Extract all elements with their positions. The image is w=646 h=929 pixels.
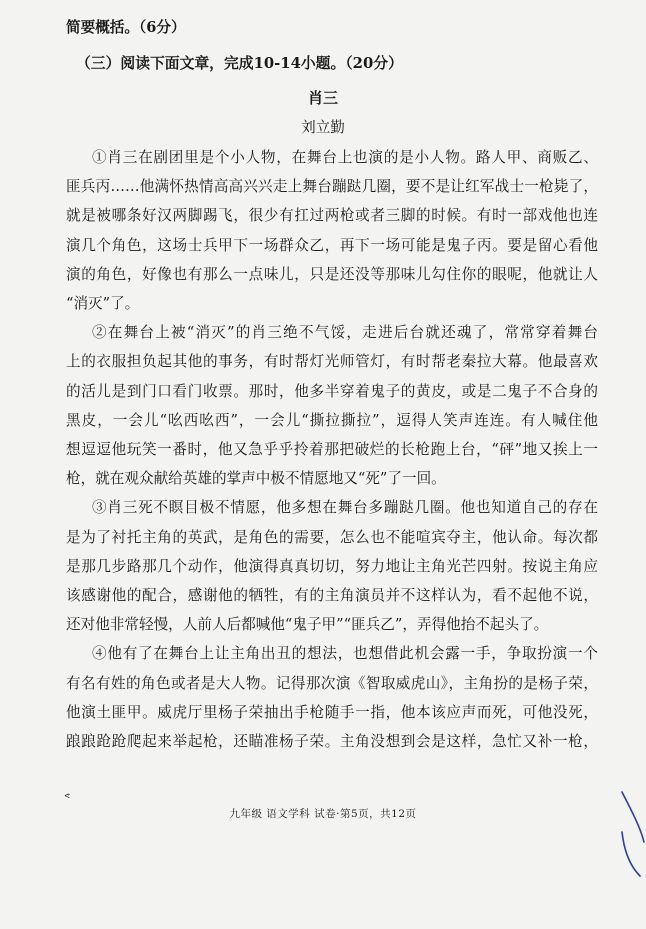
article-line: 踉踉跄跄爬起来举起枪，还瞄准杨子荣。主角没想到会是这样，急忙又补一枪， [66,733,598,750]
article-line: ①肖三在剧团里是个小人物，在舞台上也演的是小人物。路人甲、商贩乙、 [92,149,598,166]
article-line: 是为了衬托主角的英武，是角色的需要，怎么也不能喧宾夺主，他认命。每次都 [66,528,598,546]
article-line: 想逗逗他玩笑一番时，他又急乎乎拎着那把破烂的长枪跑上台，“砰”地又挨上一 [66,441,598,458]
article-line: 演的角色，好像也有那么一点味儿，只是还没等那味儿勾住你的眼呢，他就让人 [66,265,598,283]
previous-question-tail: 简要概括。（6分） [66,19,186,36]
article-author: 刘立勤 [301,119,345,136]
article-line: ④他有了在舞台上让主角出丑的想法，也想借此机会露一手，争取扮演一个 [92,645,598,663]
article-line: “消灭”了。 [66,295,140,312]
article-line: 枪，就在观众献给英雄的掌声中极不情愿地又“死”了一回。 [66,470,446,488]
article-line: ②在舞台上被“消灭”的肖三绝不气馁，走进后台就还魂了，常常穿着舞台 [92,324,598,342]
article-line: ③肖三死不瞑目极不情愿，他多想在舞台多蹦跶几圈。他也知道自己的存在 [92,499,598,517]
article-line: 的活儿是到门口看门收票。那时，他多半穿着鬼子的黄皮，或是二鬼子不合身的 [66,382,598,400]
article-title: 肖三 [307,89,338,107]
article-line: 有名有姓的角色或者是大人物。记得那次演《智取威虎山》，主角扮的是杨子荣， [66,674,598,692]
article-line: 上的衣服担负起其他的事务，有时帮灯光师管灯，有时帮老秦拉大幕。他最喜欢 [66,353,598,371]
section-heading: （三）阅读下面文章，完成10-14小题。（20分） [76,55,403,72]
margin-mark: ᕝ [64,791,71,805]
article-line: 还对他非常轻慢，人前人后都喊他“鬼子甲”“匪兵乙”，弄得他抬不起头了。 [66,616,549,634]
article-line: 他演土匪甲。威虎厅里杨子荣抽出手枪随手一指，他本该应声而死，可他没死， [66,703,598,721]
article-line: 就是被哪条好汉两脚踢飞，很少有扛过两枪或者三脚的时候。有时一部戏他也连 [66,207,598,225]
article-line: 是那几步路那几个动作，他演得真真切切，努力地让主角光芒四射。按说主角应 [66,557,598,575]
article-line: 演几个角色，这场士兵甲下一场群众乙，再下一场可能是鬼子丙。要是留心看他 [66,236,598,254]
article-line: 黑皮，一会儿“吆西吆西”，一会儿“撕拉撕拉”，逗得人笑声连连。有人喊住他 [66,411,598,429]
article-line: 该感谢他的配合，感谢他的牺牲，有的主角演员并不这样认为，看不起他不说， [66,587,598,604]
article-line: 匪兵丙……他满怀热情高高兴兴走上舞台蹦跶几圈，要不是让红军战士一枪毙了， [66,178,598,196]
page-footer: 九年级 语文学科 试卷·第5页，共12页 [229,808,417,820]
